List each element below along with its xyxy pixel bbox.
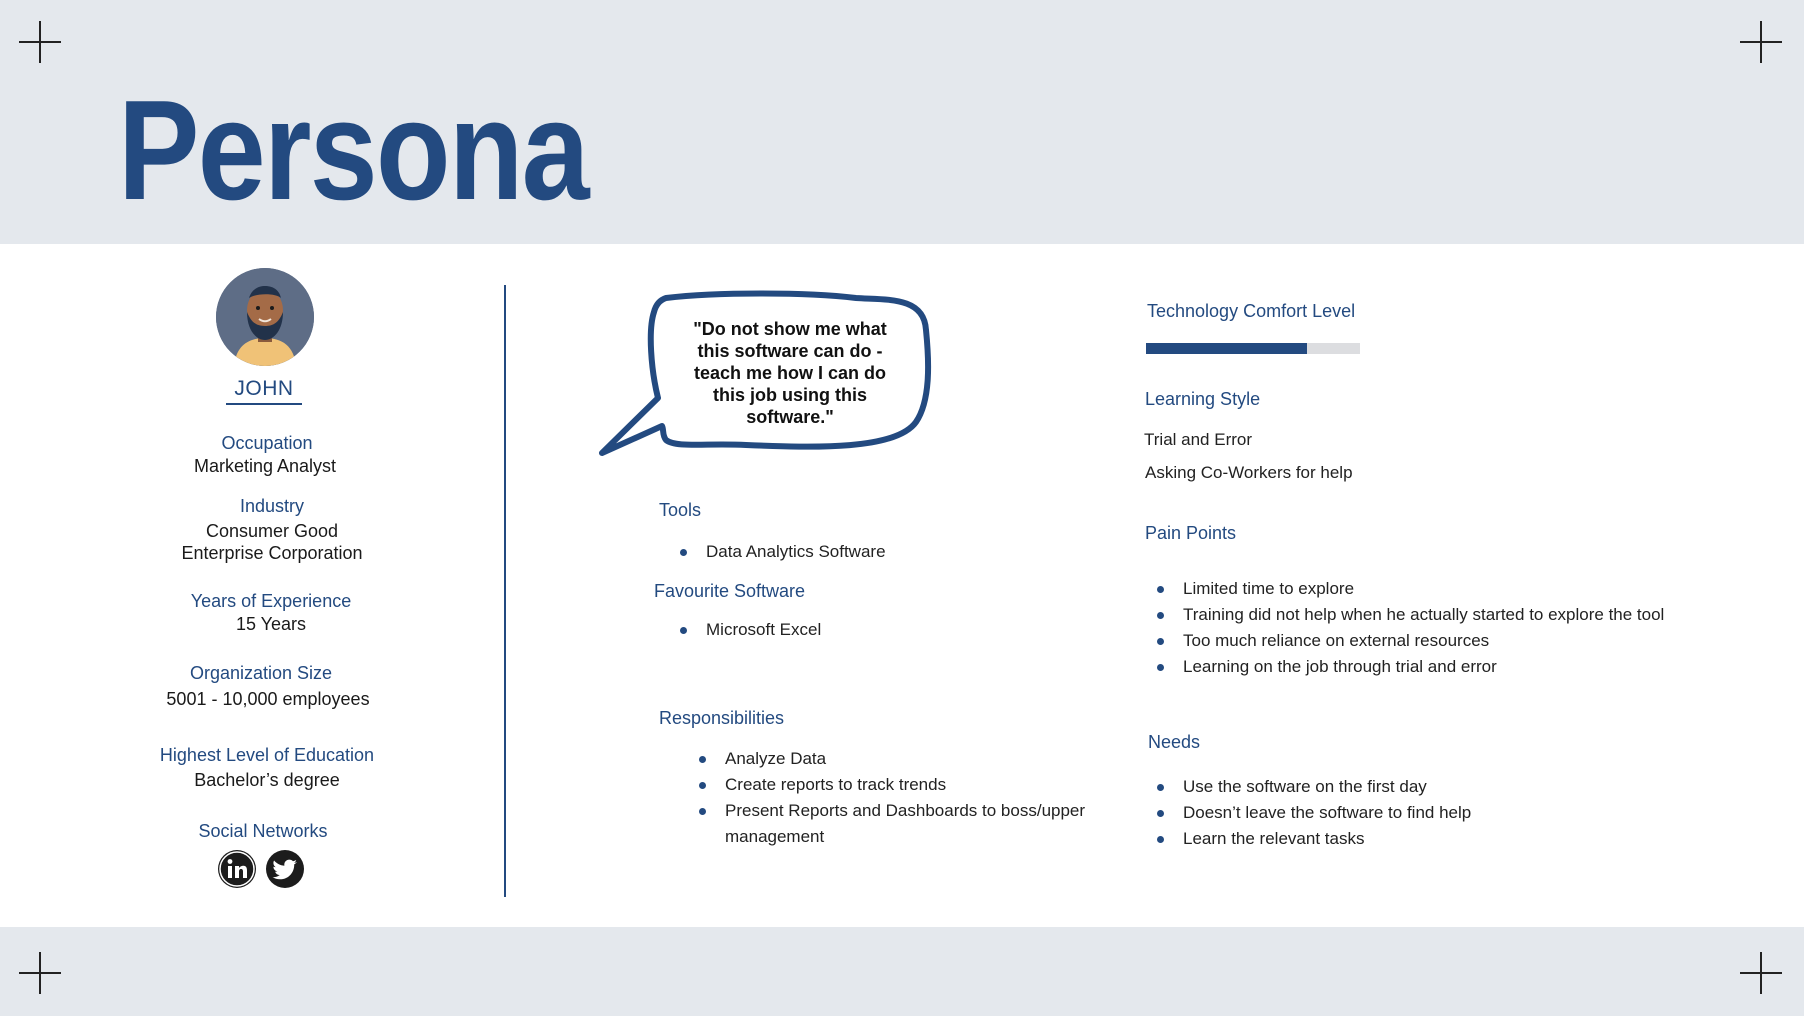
list-item: Use the software on the first day: [1157, 774, 1657, 800]
tools-title: Tools: [659, 500, 702, 520]
industry-value-line1: Consumer Good: [205, 521, 339, 541]
crosshair-top-left-icon: [19, 21, 61, 63]
industry-value-line2: Enterprise Corporation: [181, 543, 363, 563]
social-networks-label: Social Networks: [198, 821, 328, 841]
list-item: Analyze Data: [699, 746, 1109, 772]
pain-points-title: Pain Points: [1145, 523, 1237, 543]
twitter-icon[interactable]: [266, 850, 304, 888]
list-item: Microsoft Excel: [680, 617, 821, 643]
learning-style-title: Learning Style: [1145, 389, 1261, 409]
column-divider: [504, 285, 506, 897]
tech-comfort-fill: [1146, 343, 1307, 354]
persona-name: JOHN: [226, 377, 302, 405]
list-item: Doesn’t leave the software to find help: [1157, 800, 1657, 826]
org-size-label: Organization Size: [189, 663, 333, 683]
persona-quote: "Do not show me what this software can do - teach me how I can do this job using this software.": [693, 319, 887, 427]
list-item: Learning on the job through trial and error: [1157, 654, 1757, 680]
list-item: Training did not help when he actually started to explore the tool: [1157, 602, 1757, 628]
linkedin-icon[interactable]: [218, 850, 256, 888]
avatar: [216, 268, 314, 366]
favourite-software-list: [680, 617, 821, 643]
list-item: Learn the relevant tasks: [1157, 826, 1657, 852]
experience-label: Years of Experience: [190, 591, 352, 611]
occupation-value: Marketing Analyst: [193, 456, 337, 476]
needs-list: [1157, 774, 1657, 852]
list-item: Create reports to track trends: [699, 772, 1109, 798]
education-label: Highest Level of Education: [159, 745, 375, 765]
crosshair-bottom-right-icon: [1740, 952, 1782, 994]
list-item: Data Analytics Software: [680, 539, 886, 565]
pain-points-list: [1157, 576, 1757, 680]
needs-title: Needs: [1148, 732, 1201, 752]
org-size-value: 5001 - 10,000 employees: [166, 689, 370, 709]
footer-band: [0, 927, 1804, 1016]
tech-comfort-bar: [1146, 343, 1360, 354]
tech-comfort-title: Technology Comfort Level: [1147, 301, 1356, 321]
industry-label: Industry: [239, 496, 305, 516]
crosshair-top-right-icon: [1740, 21, 1782, 63]
page-title: Persona: [118, 71, 588, 230]
occupation-label: Occupation: [221, 433, 313, 453]
experience-value: 15 Years: [235, 614, 307, 634]
favourite-software-title: Favourite Software: [654, 581, 806, 601]
responsibilities-list: [699, 746, 1109, 850]
learning-style-item: Asking Co-Workers for help: [1145, 463, 1353, 482]
list-item: Too much reliance on external resources: [1157, 628, 1757, 654]
responsibilities-title: Responsibilities: [659, 708, 785, 728]
list-item: Limited time to explore: [1157, 576, 1757, 602]
learning-style-item: Trial and Error: [1144, 430, 1253, 449]
list-item: Present Reports and Dashboards to boss/upper management: [699, 798, 1109, 850]
tools-list: [680, 539, 886, 565]
avatar-portrait-icon: [216, 268, 314, 366]
education-value: Bachelor’s degree: [194, 770, 340, 790]
crosshair-bottom-left-icon: [19, 952, 61, 994]
